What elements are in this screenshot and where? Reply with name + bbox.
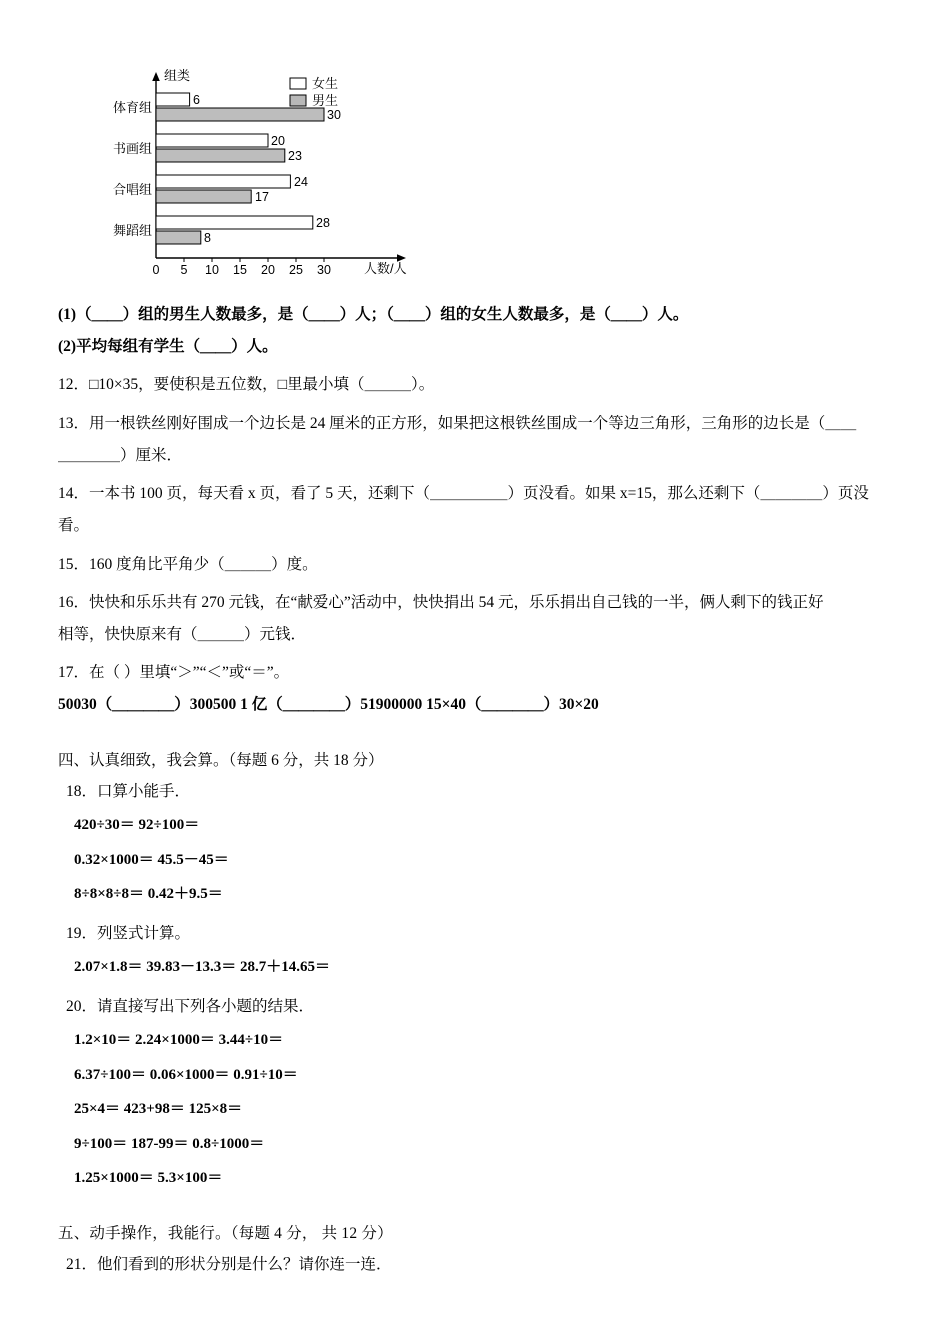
question-13-line2: ＿＿＿＿）厘米． <box>58 446 183 464</box>
question-13-line1: 13．用一根铁丝刚好围成一个边长是 24 厘米的正方形，如果把这根铁丝围成一个等边三角形，三角形的边长是（＿＿ <box>58 414 857 432</box>
svg-text:15: 15 <box>233 263 247 277</box>
svg-text:23: 23 <box>288 149 302 163</box>
question-14-line1: 14．一本书 100 页，每天看 x 页，看了 5 天，还剩下（＿＿＿＿＿）页没看。如果 x=15，那么还剩下（＿＿＿＿）页没 <box>58 485 869 503</box>
question-17-items: 50030（＿＿＿＿）300500 1 亿（＿＿＿＿）51900000 15×40（＿＿＿＿）30×20 <box>58 696 599 714</box>
svg-text:10: 10 <box>205 263 219 277</box>
chart-ylabel: 组类 <box>164 68 191 83</box>
question-18-row-2: 0.32×1000＝ 45.5－45＝ <box>74 851 229 868</box>
question-14-line2: 看。 <box>58 517 90 535</box>
svg-text:8: 8 <box>204 231 211 245</box>
svg-text:20: 20 <box>271 134 285 148</box>
question-12: 12．□10×35，要使积是五位数，□里最小填（＿＿＿）。 <box>58 376 435 394</box>
svg-text:24: 24 <box>294 175 308 189</box>
question-16-line2: 相等，快快原来有（＿＿＿）元钱． <box>58 625 307 643</box>
section-four-title: 四、认真细致，我会算。（每题 6 分，共 18 分） <box>58 751 384 769</box>
chart-svg <box>68 60 468 290</box>
chart-xlabel: 人数/人 <box>364 261 407 276</box>
question-20-row-3: 25×4＝ 423+98＝ 125×8＝ <box>74 1101 243 1118</box>
svg-text:30: 30 <box>317 263 331 277</box>
question-16-line1: 16．快快和乐乐共有 270 元钱，在“献爱心”活动中，快快捐出 54 元，乐乐捐出自己钱的一半，俩人剩下的钱正好 <box>58 593 824 611</box>
question-20-row-2: 6.37÷100＝ 0.06×1000＝ 0.91÷10＝ <box>74 1066 298 1083</box>
svg-text:25: 25 <box>289 263 303 277</box>
question-18-row-1: 420÷30＝ 92÷100＝ <box>74 817 200 834</box>
question-19: 19．列竖式计算。 <box>66 924 191 942</box>
question-17: 17．在（ ）里填“＞”“＜”或“＝”。 <box>58 664 290 682</box>
svg-text:舞蹈组: 舞蹈组 <box>112 223 152 238</box>
svg-text:书画组: 书画组 <box>112 141 152 156</box>
svg-text:合唱组: 合唱组 <box>112 182 152 197</box>
svg-text:男生: 男生 <box>312 93 339 108</box>
svg-text:28: 28 <box>316 216 330 230</box>
section-five-title: 五、动手操作，我能行。（每题 4 分， 共 12 分） <box>58 1224 393 1242</box>
question-18: 18．口算小能手． <box>66 782 191 800</box>
svg-text:0: 0 <box>152 263 160 277</box>
question-19-row-1: 2.07×1.8＝ 39.83－13.3＝ 28.7＋14.65＝ <box>74 959 331 976</box>
question-15: 15．160 度角比平角少（＿＿＿）度。 <box>58 555 318 573</box>
bar-chart <box>68 60 468 300</box>
question-18-row-3: 8÷8×8÷8＝ 0.42＋9.5＝ <box>74 886 223 903</box>
question-20-row-5: 1.25×1000＝ 5.3×100＝ <box>74 1170 223 1187</box>
svg-text:体育组: 体育组 <box>112 100 152 115</box>
question-chart-2: (2)平均每组有学生（＿＿）人。 <box>58 338 278 356</box>
question-20-row-4: 9÷100＝ 187-99＝ 0.8÷1000＝ <box>74 1135 265 1152</box>
svg-text:17: 17 <box>255 190 269 204</box>
svg-text:20: 20 <box>261 263 275 277</box>
svg-text:女生: 女生 <box>312 76 339 91</box>
question-20: 20．请直接写出下列各小题的结果． <box>66 997 315 1015</box>
question-chart-1: (1)（＿＿）组的男生人数最多，是（＿＿）人；（＿＿）组的女生人数最多，是（＿＿）人。 <box>58 306 689 323</box>
svg-text:6: 6 <box>193 93 200 107</box>
question-21: 21．他们看到的形状分别是什么？请你连一连． <box>66 1255 392 1273</box>
svg-text:5: 5 <box>180 263 188 277</box>
svg-text:30: 30 <box>327 108 341 122</box>
question-20-row-1: 1.2×10＝ 2.24×1000＝ 3.44÷10＝ <box>74 1032 284 1049</box>
